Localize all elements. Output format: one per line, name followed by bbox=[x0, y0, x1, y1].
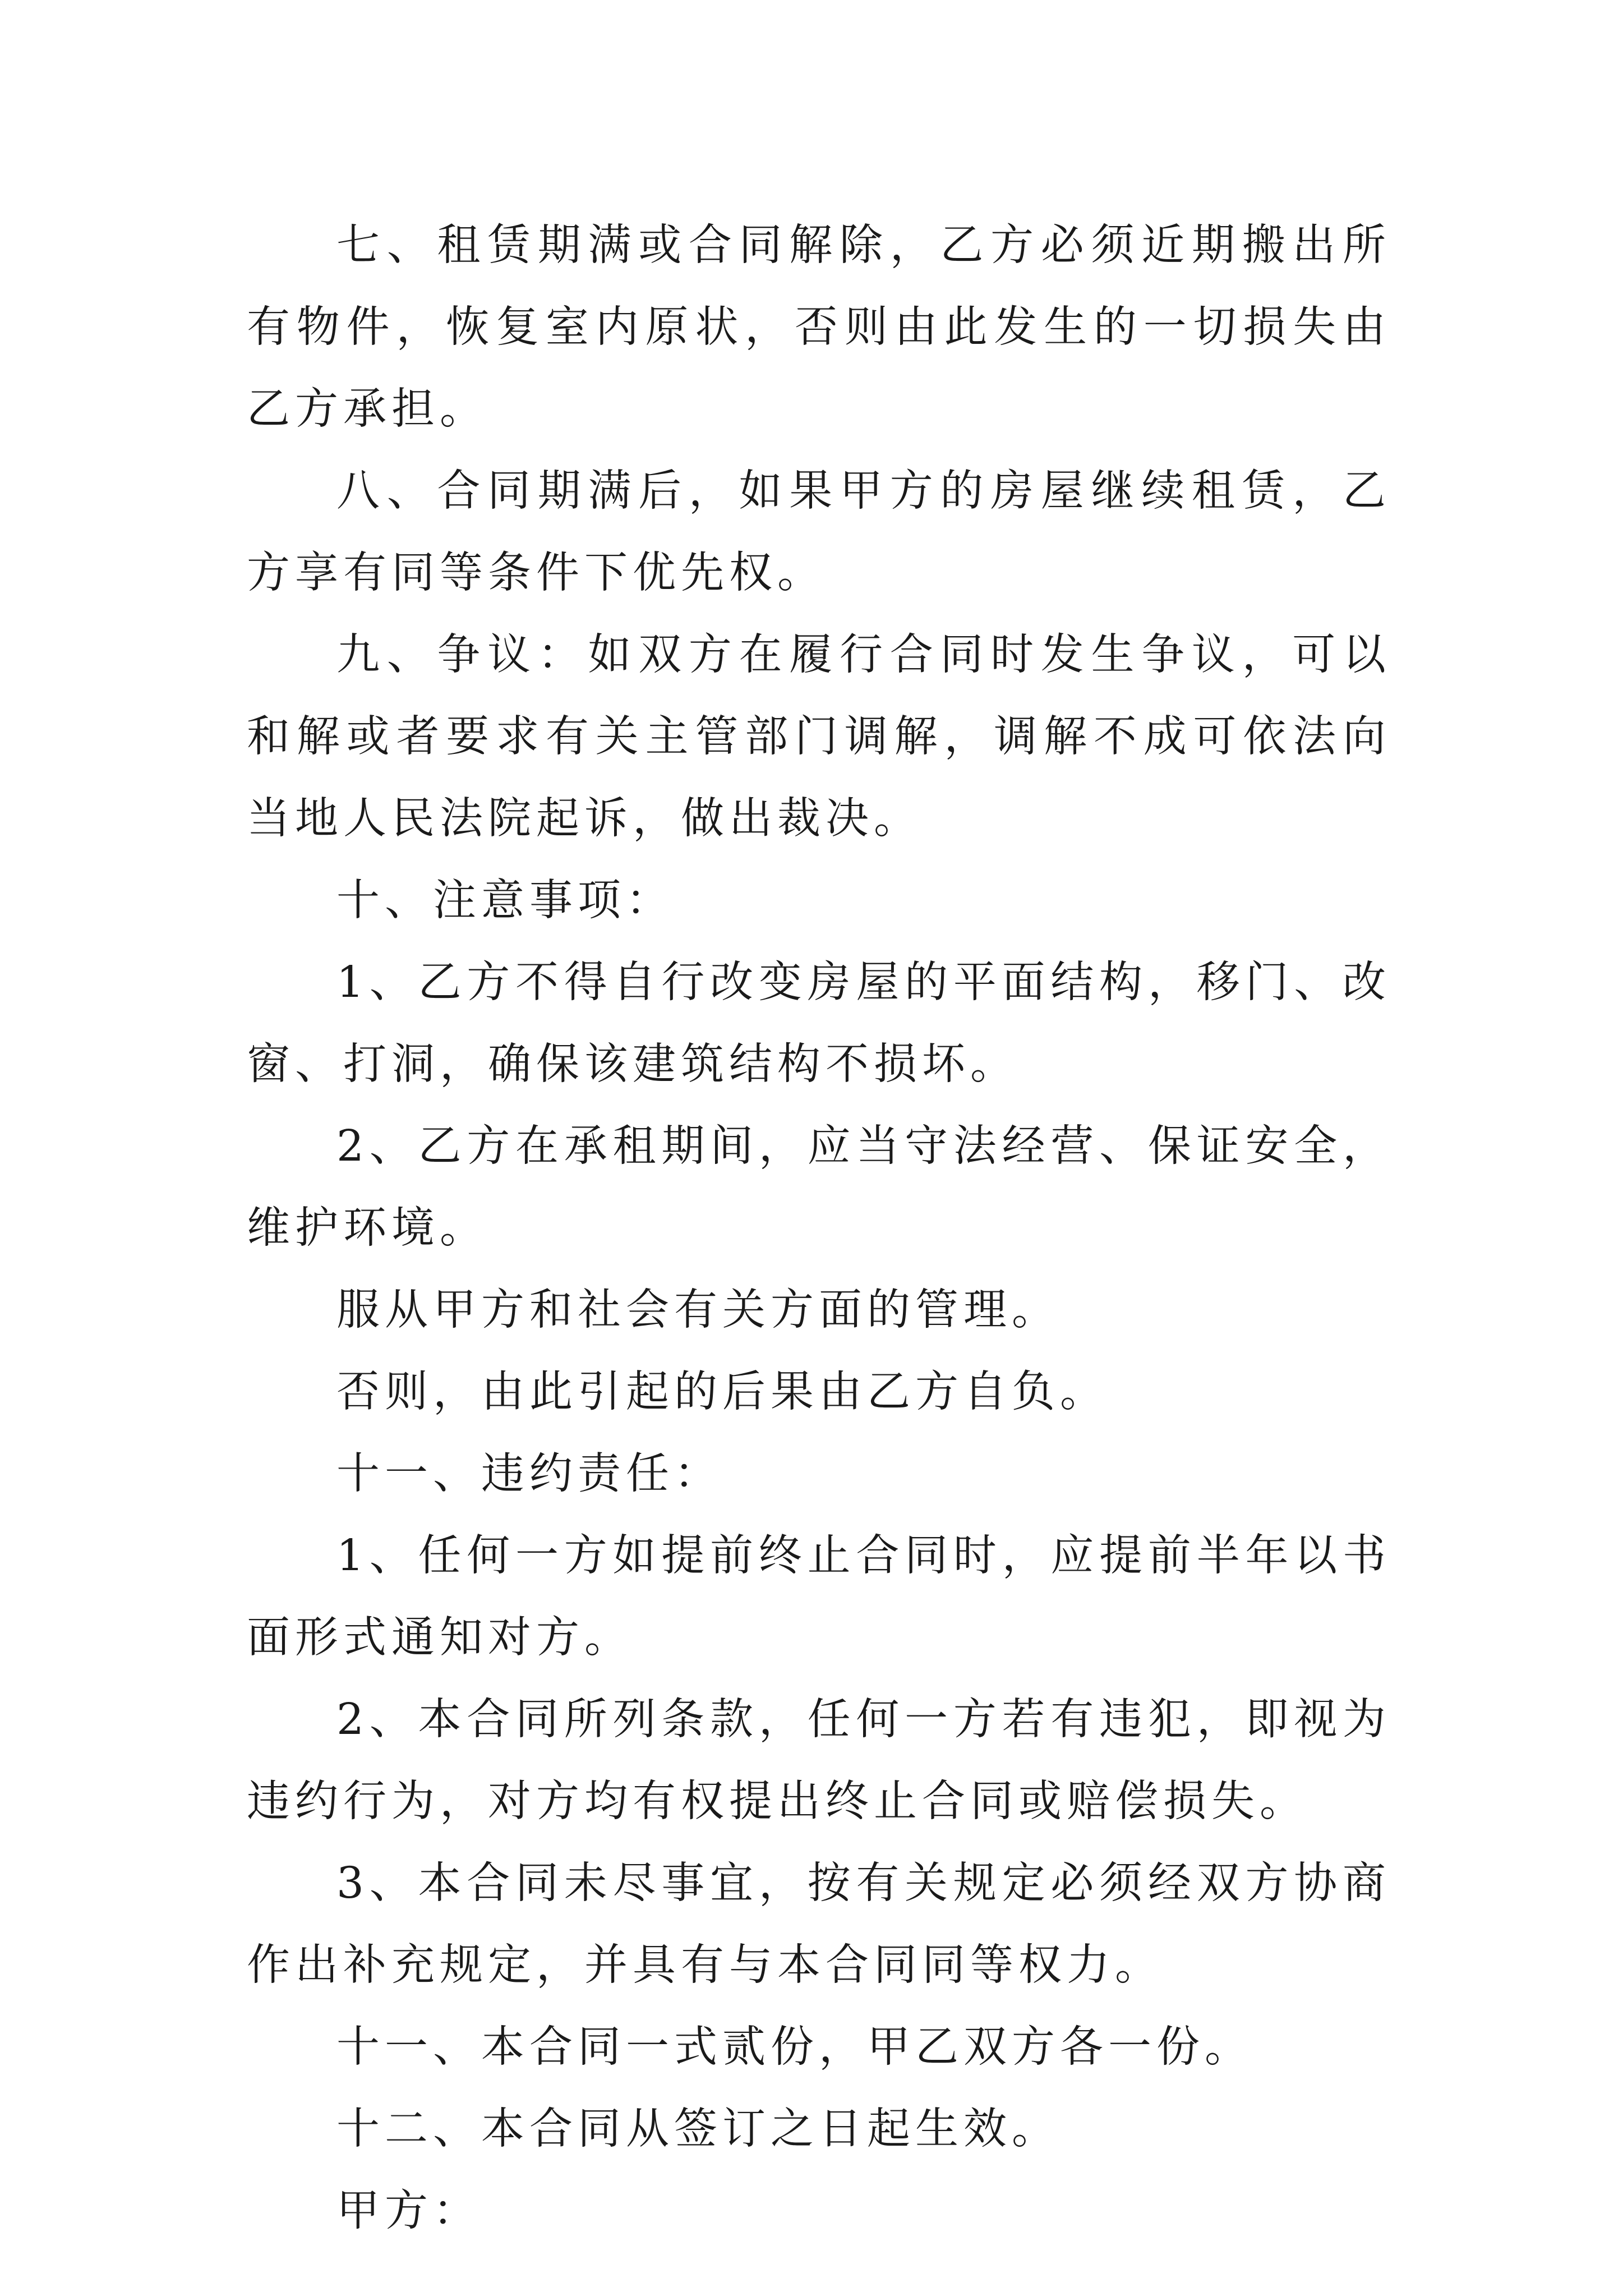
clause-nine-paragraph: 九、争议：如双方在履行合同时发生争议，可以和解或者要求有关主管部门调解，调解不成可依法向当地人民法院起诉，做出裁决。 bbox=[247, 630, 1391, 844]
liability-item-3: 3、本合同未尽事宜，按有关规定必须经双方协商作出补充规定，并具有与本合同同等权力。 bbox=[247, 1858, 1391, 1990]
copies-clause-paragraph: 十一、本合同一式贰份，甲乙双方各一份。 bbox=[336, 2022, 1253, 2072]
notice-item-2: 2、乙方在承租期间，应当守法经营、保证安全，维护环境。 bbox=[247, 1121, 1391, 1253]
liability-item-2: 2、本合同所列条款，任何一方若有违犯，即视为违约行为，对方均有权提出终止合同或赔偿损失。 bbox=[247, 1695, 1391, 1826]
clause-eight-paragraph: 八、合同期满后，如果甲方的房屋继续租赁，乙方享有同等条件下优先权。 bbox=[247, 466, 1391, 598]
notice-item-1: 1、乙方不得自行改变房屋的平面结构，移门、改窗、打洞，确保该建筑结构不损坏。 bbox=[247, 958, 1391, 1089]
clause-seven-paragraph: 七、租赁期满或合同解除，乙方必须近期搬出所有物件，恢复室内原状，否则由此发生的一切损失由乙方承担。 bbox=[247, 220, 1391, 434]
liability-item-1: 1、任何一方如提前终止合同时，应提前半年以书面形式通知对方。 bbox=[247, 1531, 1391, 1663]
notice-item-2-continued-a: 服从甲方和社会有关方面的管理。 bbox=[336, 1285, 1060, 1335]
effective-date-clause-paragraph: 十二、本合同从签订之日起生效。 bbox=[336, 2104, 1060, 2154]
clause-eleven-heading: 十一、违约责任： bbox=[336, 1449, 722, 1499]
document-body bbox=[247, 205, 1391, 2252]
clause-ten-heading: 十、注意事项： bbox=[336, 876, 674, 926]
party-a-signature-label: 甲方： bbox=[336, 2186, 481, 2236]
notice-item-2-continued-b: 否则，由此引起的后果由乙方自负。 bbox=[336, 1367, 1108, 1417]
